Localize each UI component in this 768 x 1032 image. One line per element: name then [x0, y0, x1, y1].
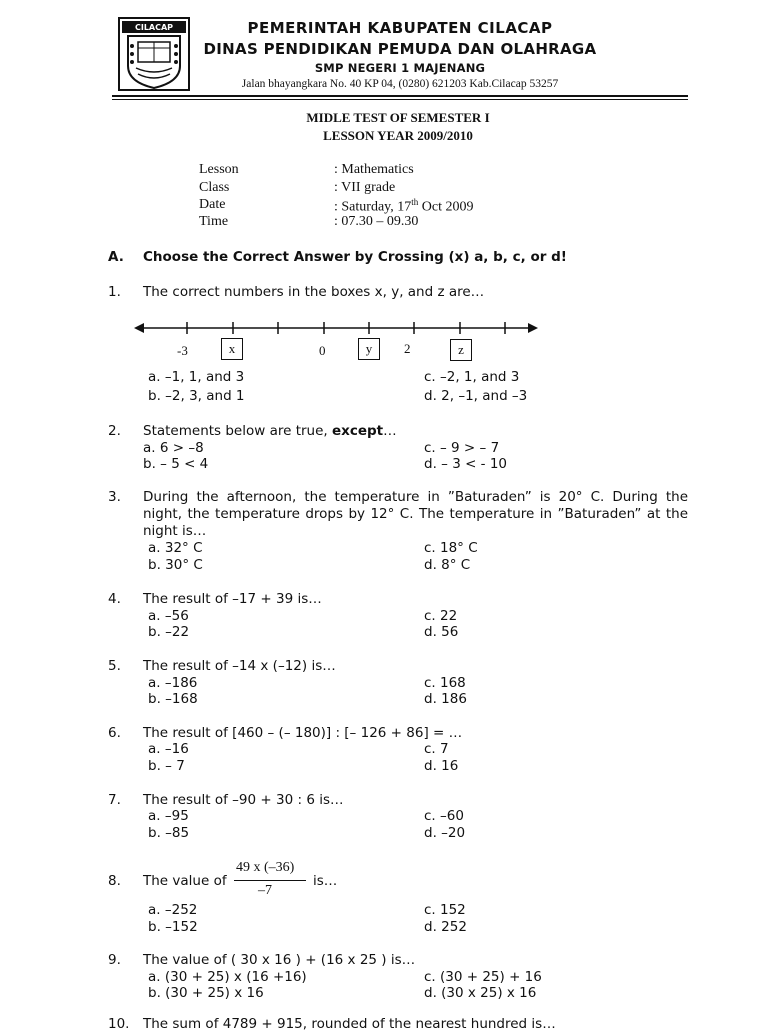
option-b: b. –22 — [148, 624, 190, 640]
question-text-end: is… — [313, 873, 338, 889]
option-a: a. 32° C — [148, 540, 203, 556]
option-d: d. 16 — [424, 758, 459, 774]
header-address: Jalan bhayangkara No. 40 KP 04, (0280) 621203 Kab.Cilacap 53257 — [241, 78, 559, 90]
exam-title: MIDLE TEST OF SEMESTER I — [306, 110, 490, 125]
option-b: b. 30° C — [148, 557, 203, 573]
option-b: b. – 7 — [148, 758, 185, 774]
question-text: During the afternoon, the temperature in ”Baturaden” is 20° C. During the night, the temperature drops by 12° C. The temperature in ”Baturaden” at the night is… — [143, 489, 688, 539]
option-a: a. –252 — [148, 902, 198, 918]
time-label: Time — [199, 214, 229, 229]
question-text: The sum of 4789 + 915, rounded of the nearest hundred is… — [143, 1016, 556, 1032]
number-line-label: 0 — [319, 343, 326, 358]
question-number: 8. — [108, 873, 121, 889]
emblem-text: CILACAP — [134, 23, 174, 32]
option-d: d. 2, –1, and –3 — [424, 388, 528, 404]
option-a: a. –56 — [148, 608, 189, 624]
option-b: b. –85 — [148, 825, 190, 841]
question-text: The value of — [143, 873, 227, 889]
option-c: c. –2, 1, and 3 — [424, 369, 520, 385]
lesson-label: Lesson — [199, 162, 239, 177]
fraction-numerator: 49 x (–36) — [236, 860, 295, 875]
question-text: The value of ( 30 x 16 ) + (16 x 25 ) is… — [143, 952, 416, 968]
option-a: a. –1, 1, and 3 — [148, 369, 245, 385]
option-a: a. –16 — [148, 741, 189, 757]
option-c: c. (30 + 25) + 16 — [424, 969, 542, 985]
question-text: The result of [460 – (– 180)] : [– 126 + 86] = … — [143, 725, 463, 741]
question-number: 6. — [108, 725, 121, 741]
question-number: 10. — [108, 1016, 130, 1032]
header-department: DINAS PENDIDIKAN PEMUDA DAN OLAHRAGA — [203, 40, 597, 58]
exam-year: LESSON YEAR 2009/2010 — [323, 128, 473, 143]
question-number: 1. — [108, 284, 121, 300]
question-number: 4. — [108, 591, 121, 607]
option-b: b. (30 + 25) x 16 — [148, 985, 264, 1001]
option-c: c. 7 — [424, 741, 449, 757]
question-text: The correct numbers in the boxes x, y, and z are… — [143, 284, 485, 300]
option-a: a. (30 + 25) x (16 +16) — [148, 969, 307, 985]
question-number: 7. — [108, 792, 121, 808]
fraction-denominator: –7 — [258, 883, 272, 898]
answer-box-x: x — [221, 338, 243, 360]
time-value: : 07.30 – 09.30 — [334, 214, 419, 229]
option-a: a. 6 > –8 — [143, 440, 204, 456]
number-line-label: -3 — [177, 343, 188, 358]
option-d: d. 186 — [424, 691, 467, 707]
option-d: d. –20 — [424, 825, 466, 841]
answer-box-y: y — [358, 338, 380, 360]
class-value: : VII grade — [334, 180, 396, 195]
header-government: PEMERINTAH KABUPATEN CILACAP — [247, 19, 553, 37]
option-c: c. 152 — [424, 902, 466, 918]
question-number: 2. — [108, 423, 121, 439]
option-a: a. –95 — [148, 808, 189, 824]
option-c: c. 18° C — [424, 540, 478, 556]
option-a: a. –186 — [148, 675, 198, 691]
header-school: SMP NEGERI 1 MAJENANG — [314, 61, 486, 75]
number-line-label: 2 — [404, 341, 411, 356]
question-text: The result of –17 + 39 is… — [143, 591, 322, 607]
option-d: d. 252 — [424, 919, 467, 935]
question-text: The result of –14 x (–12) is… — [143, 658, 336, 674]
option-c: c. 22 — [424, 608, 458, 624]
header-rule-thick — [112, 95, 688, 97]
option-b: b. –2, 3, and 1 — [148, 388, 245, 404]
question-number: 9. — [108, 952, 121, 968]
option-d: d. 8° C — [424, 557, 471, 573]
option-b: b. – 5 < 4 — [143, 456, 209, 472]
number-line — [132, 318, 542, 338]
lesson-value: : Mathematics — [334, 162, 414, 177]
option-d: d. – 3 < - 10 — [424, 456, 508, 472]
question-text: The result of –90 + 30 : 6 is… — [143, 792, 344, 808]
option-c: c. – 9 > – 7 — [424, 440, 500, 456]
fraction-bar — [234, 880, 306, 881]
class-label: Class — [199, 180, 230, 195]
question-number: 3. — [108, 489, 121, 505]
option-c: c. –60 — [424, 808, 464, 824]
option-d: d. (30 x 25) x 16 — [424, 985, 537, 1001]
cilacap-regency-emblem — [116, 16, 192, 92]
question-text: Statements below are true, except… — [143, 423, 397, 439]
question-number: 5. — [108, 658, 121, 674]
option-b: b. –152 — [148, 919, 198, 935]
date-value: : Saturday, 17th Oct 2009 — [334, 197, 474, 215]
date-label: Date — [199, 197, 226, 212]
option-b: b. –168 — [148, 691, 198, 707]
option-c: c. 168 — [424, 675, 466, 691]
section-instruction: Choose the Correct Answer by Crossing (x) a, b, c, or d! — [143, 249, 567, 265]
section-letter: A. — [108, 249, 124, 265]
header-rule-thin — [112, 99, 688, 100]
answer-box-z: z — [450, 339, 472, 361]
option-d: d. 56 — [424, 624, 459, 640]
